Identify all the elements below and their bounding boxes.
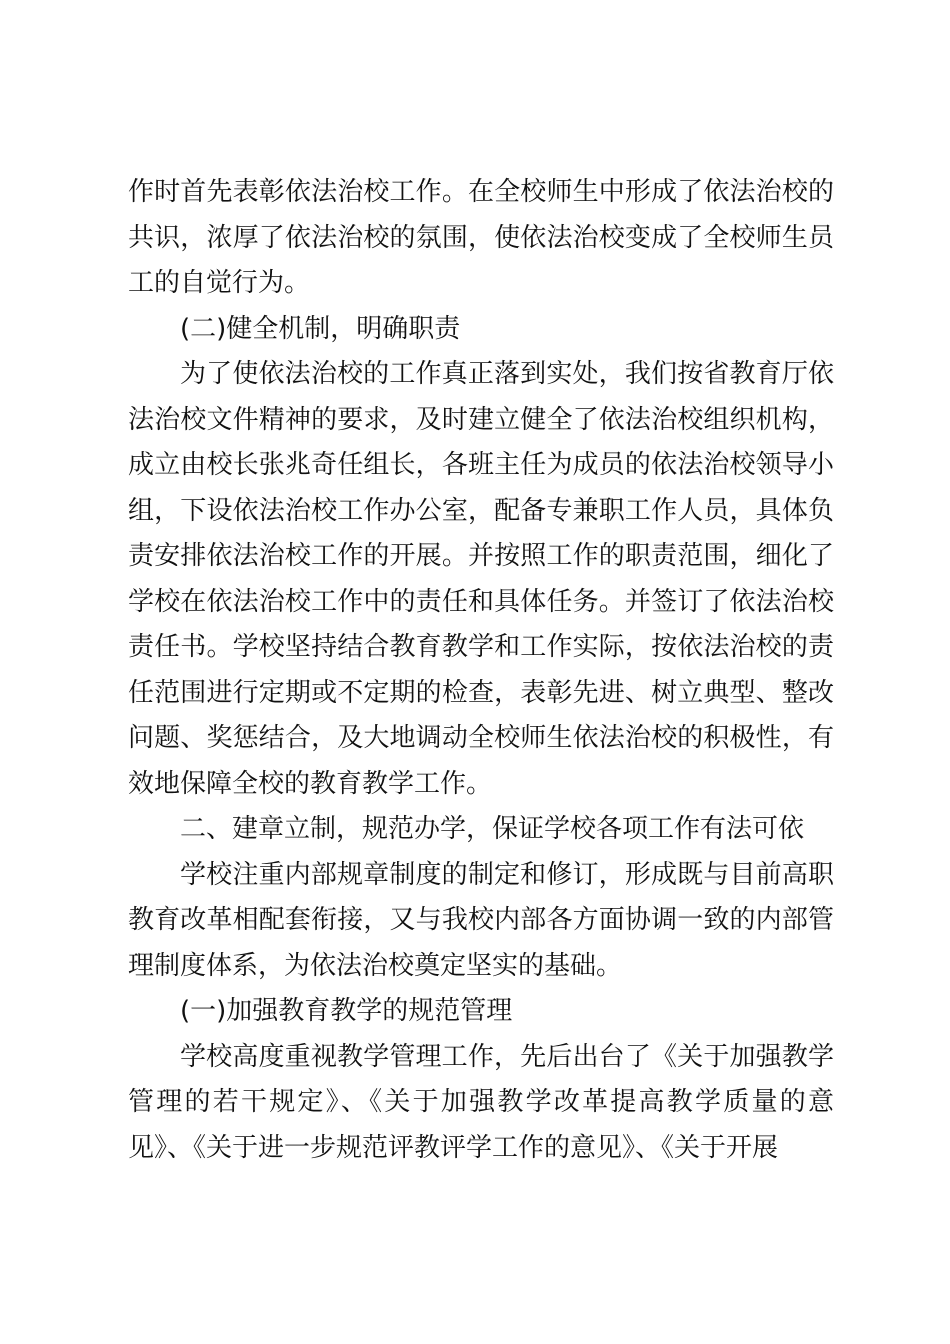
paragraph-regulations: 学校注重内部规章制度的制定和修订，形成既与目前高职教育改革相配套衔接，又与我校内部各方面协调一致的内部管理制度体系，为依法治校奠定坚实的基础。: [128, 859, 834, 981]
section-heading-two: 二、建章立制，规范办学，保证学校各项工作有法可依: [180, 814, 805, 844]
paragraph-teaching-management: 学校高度重视教学管理工作，先后出台了《关于加强教学管理的若干规定》、《关于加强教学改革提高教学质量的意见》、《关于进一步规范评教评学工作的意见》、《关于开展: [128, 1041, 834, 1163]
document-body: [128, 170, 834, 1171]
subheading-mechanism: (二)健全机制，明确职责: [180, 313, 461, 344]
subheading-teaching-management: (一)加强教育教学的规范管理: [180, 996, 513, 1026]
paragraph-mechanism: 为了使依法治校的工作真正落到实处，我们按省教育厅依法治校文件精神的要求，及时建立健全了依法治校组织机构，成立由校长张兆奇任组长，各班主任为成员的依法治校领导小组，下设依法治校工作办公室，配备专兼职工作人员，具体负责安排依法治校工作的开展。并按照工作的职责范围，细化了学校在依法治校工作中的责任和具体任务。并签订了依法治校责任书。学校坚持结合教育教学和工作实际，按依法治校的责任范围进行定期或不定期的检查，表彰先进、树立典型、整改问题、奖惩结合，及大地调动全校师生依法治校的积极性，有效地保障全校的教育教学工作。: [128, 359, 834, 799]
paragraph-continuation: 作时首先表彰依法治校工作。在全校师生中形成了依法治校的共识，浓厚了依法治校的氛围，使依法治校变成了全校师生员工的自觉行为。: [128, 177, 834, 298]
